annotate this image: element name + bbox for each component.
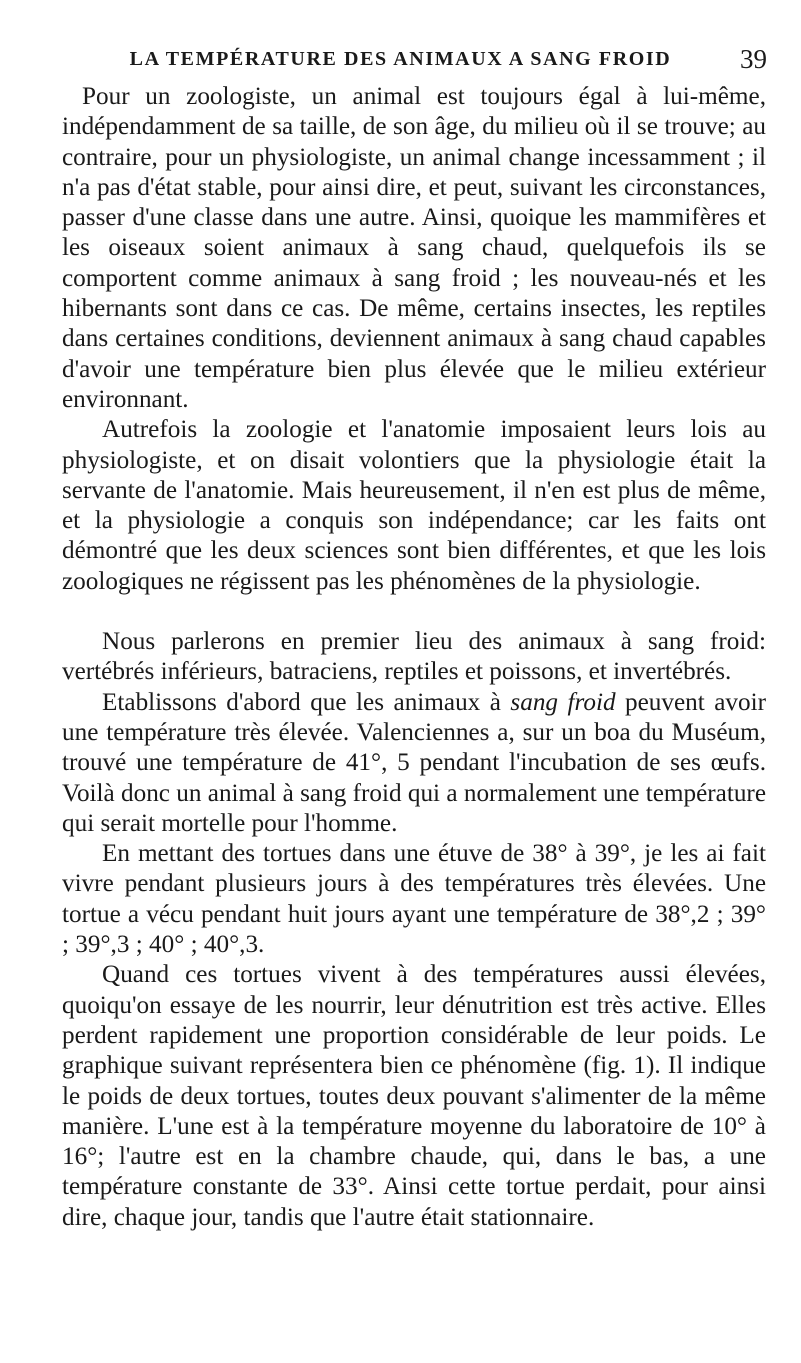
paragraph: Nous parlerons en premier lieu des animaux à sang froid: vertébrés inférieurs, batraciens, reptiles et poissons, et invertébrés. xyxy=(62,628,766,686)
italic-phrase: sang froid xyxy=(510,688,616,716)
section-gap xyxy=(62,597,766,627)
body-text xyxy=(62,82,766,1233)
paragraph: Pour un zoologiste, un animal est toujours égal à lui-même, indépendamment de sa taille, de son âge, du milieu où il se trouve; au contraire, pour un physiologiste, un animal change incessamment ; il n'a pas d'état stable, pour ainsi dire, et peut, suivant les circonstances, passer d'une classe dans une autre. Ainsi, quoique les mammifères et les oiseaux soient animaux à sang chaud, quelquefois ils se comportent comme animaux à sang froid ; les nouveau-nés et les hibernants sont dans ce cas. De même, certains insectes, les reptiles dans certaines conditions, deviennent animaux à sang chaud capables d'avoir une température bien plus élevée que le milieu extérieur environnant. xyxy=(62,83,766,413)
paragraph: Quand ces tortues vivent à des températures aussi élevées, quoiqu'on essaye de les nourrir, leur dénutrition est très active. Elles perdent rapidement une proportion considérable de leur poids. Le graphique suivant représentera bien ce phénomène (fig. 1). Il indique le poids de deux tortues, toutes deux pouvant s'alimenter de la même manière. L'une est à la température moyenne du laboratoire de 10° à 16°; l'autre est en la chambre chaude, qui, dans le bas, a une température constante de 33°. Ainsi cette tortue perdait, pour ainsi dire, chaque jour, tandis que l'autre était stationnaire. xyxy=(62,961,766,1231)
page-header xyxy=(0,44,801,74)
running-head: LA TEMPÉRATURE DES ANIMAUX A SANG FROID xyxy=(129,48,672,70)
page-number: 39 xyxy=(740,44,767,74)
paragraph xyxy=(62,688,766,839)
paragraph-text: Etablissons d'abord que les animaux à xyxy=(102,688,511,716)
paragraph: Autrefois la zoologie et l'anatomie imposaient leurs lois au physiologiste, et on disait volontiers que la physiologie était la servante de l'anatomie. Mais heureusement, il n'en est plus de même, et la physiologie a conquis son indépendance; car les faits ont démontré que les deux sciences sont bien différentes, et que les lois zoologiques ne régissent pas les phénomènes de la physiologie. xyxy=(62,416,766,595)
paragraph-text: peuvent avoir une température très élevée. Valenciennes a, sur un boa du Muséum, trouvé une température de 41°, 5 pendant l'incubation de ses œufs. Voilà donc un animal à sang froid qui a normalement une température qui serait mortelle pour l'homme. xyxy=(62,688,767,837)
paragraph: En mettant des tortues dans une étuve de 38° à 39°, je les ai fait vivre pendant plusieurs jours à des températures très élevées. Une tortue a vécu pendant huit jours ayant une température de 38°,2 ; 39° ; 39°,3 ; 40° ; 40°,3. xyxy=(62,840,766,959)
